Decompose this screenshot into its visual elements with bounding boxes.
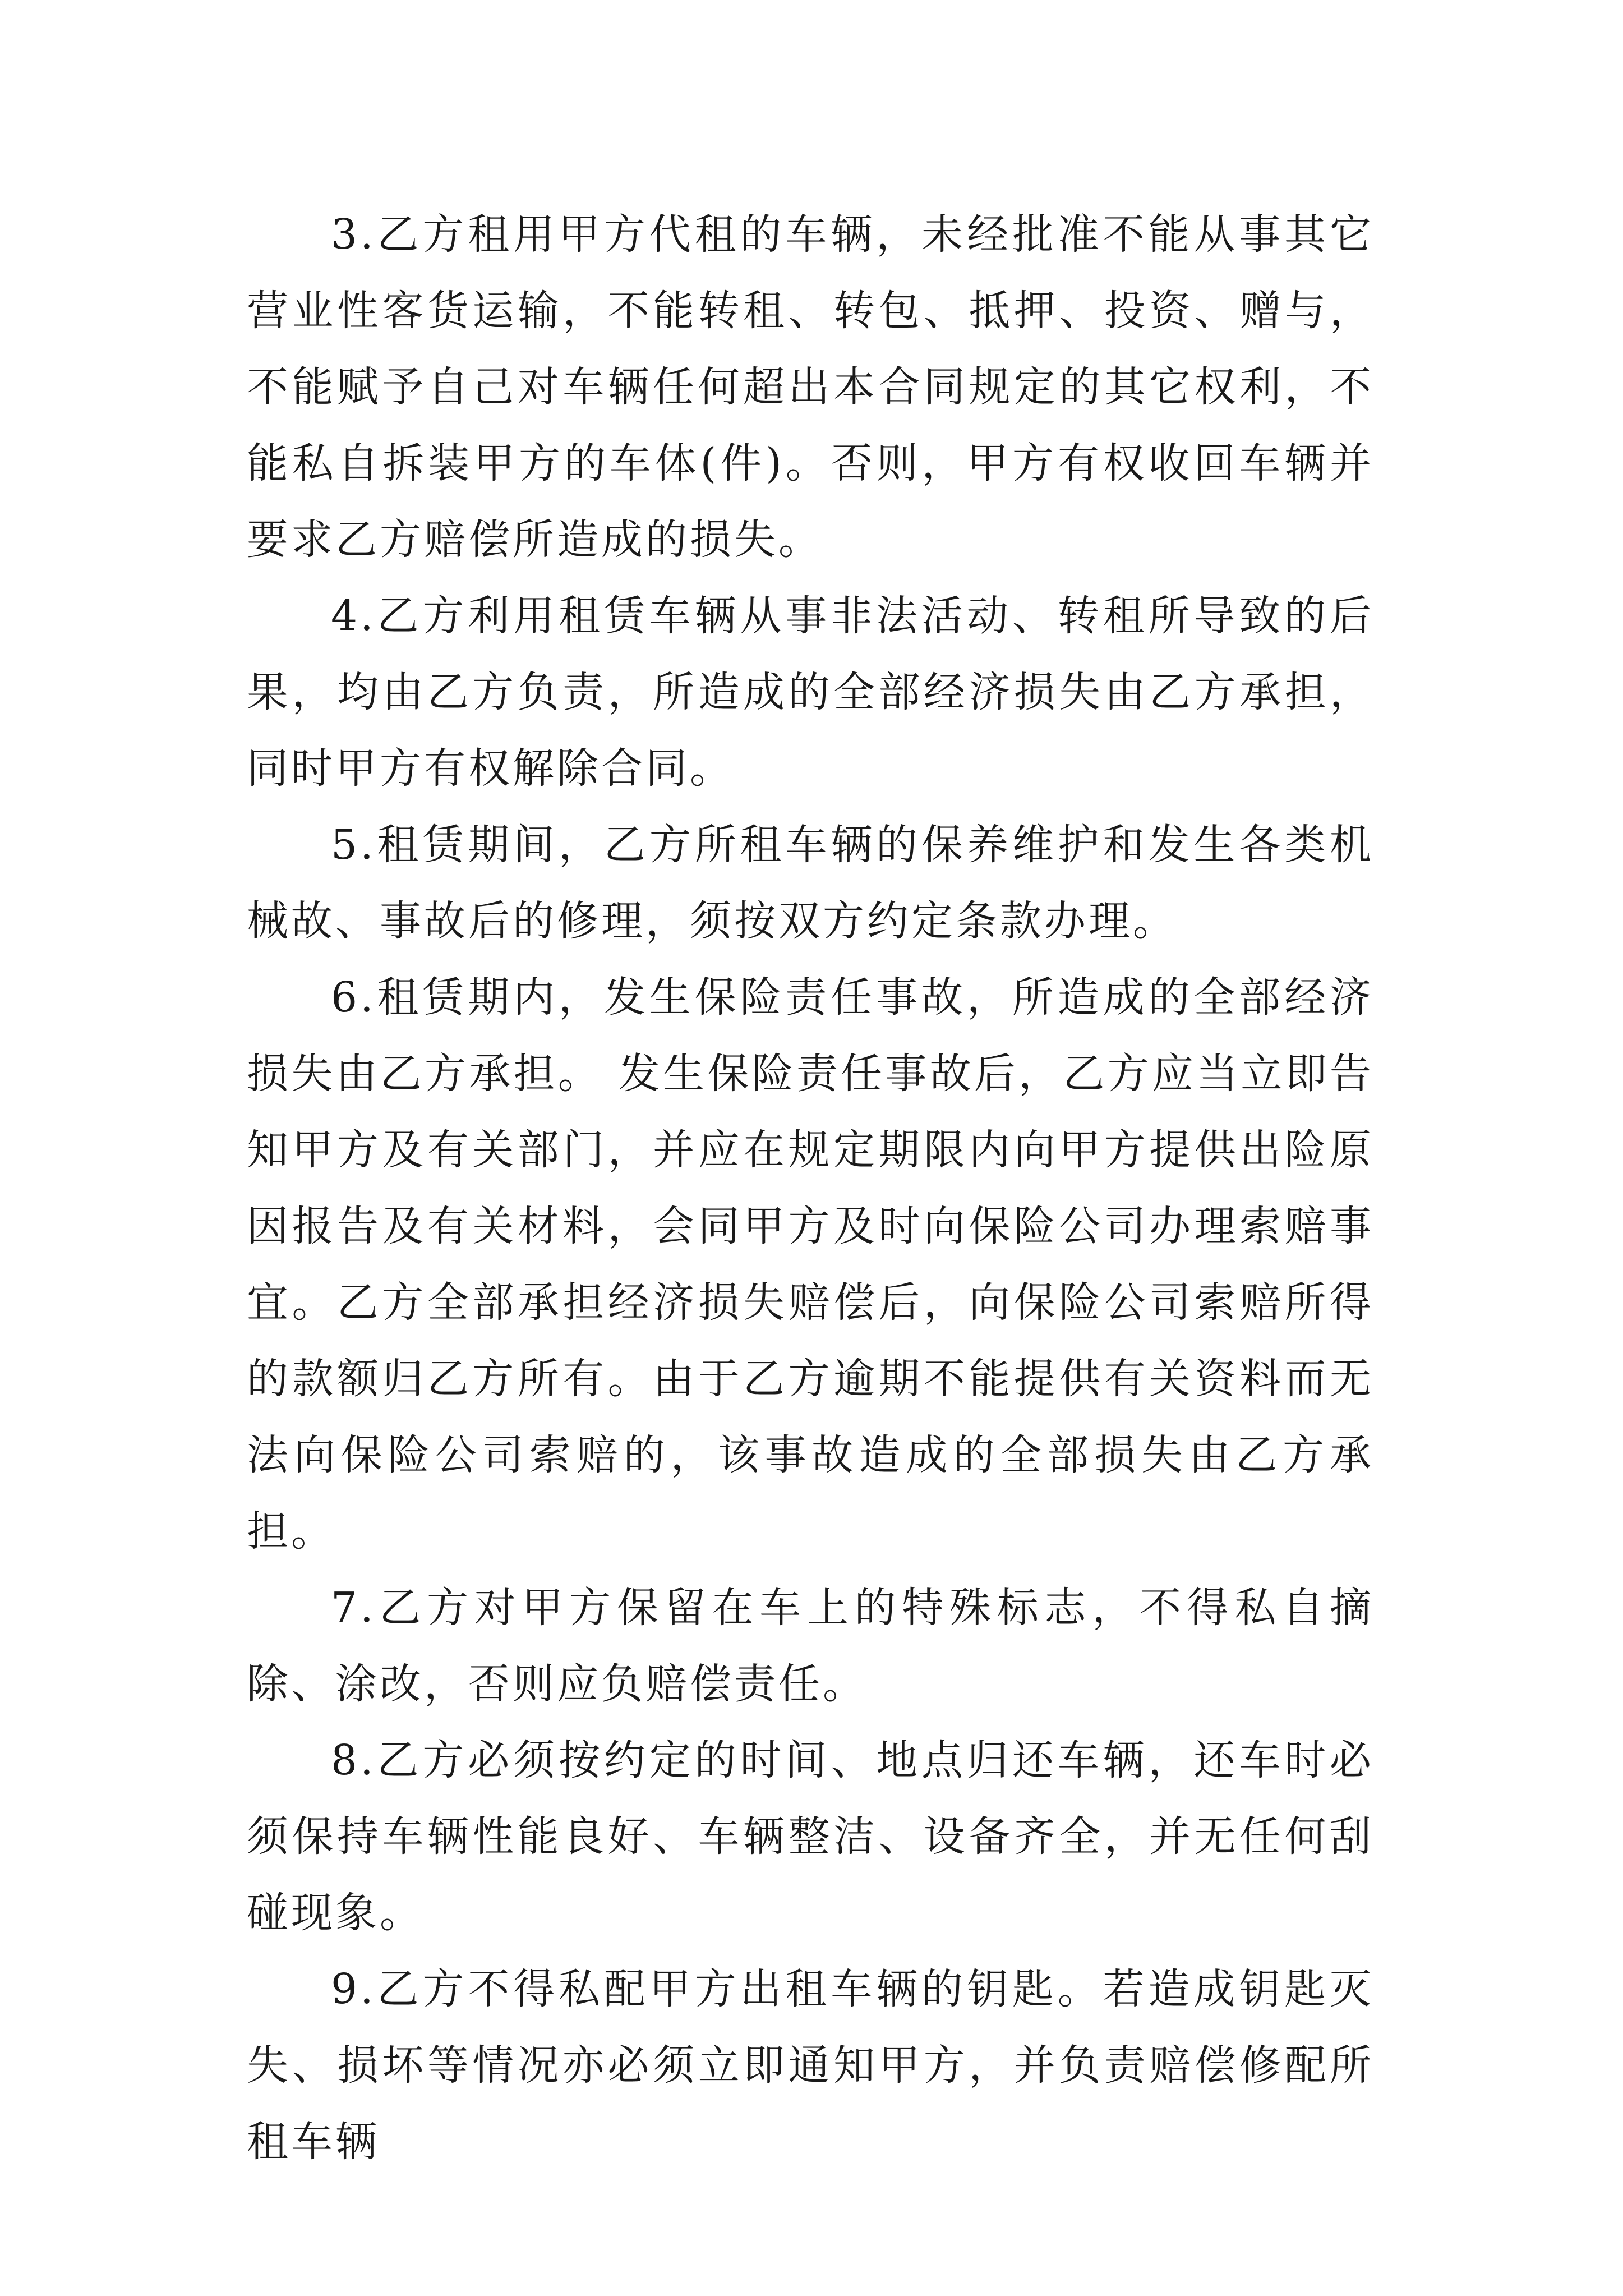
clause-7: 7.乙方对甲方保留在车上的特殊标志，不得私自摘除、涂改，否则应负赔偿责任。 xyxy=(247,1584,1374,1708)
contract-text xyxy=(247,196,1374,2180)
clause-4: 4.乙方利用租赁车辆从事非法活动、转租所导致的后果，均由乙方负责，所造成的全部经济损失由乙方承担，同时甲方有权解除合同。 xyxy=(247,592,1374,793)
clause-3: 3.乙方租用甲方代租的车辆，未经批准不能从事其它营业性客货运输，不能转租、转包、抵押、投资、赠与，不能赋予自己对车辆任何超出本合同规定的其它权利，不能私自拆装甲方的车体(件)。否则，甲方有权收回车辆并要求乙方赔偿所造成的损失。 xyxy=(247,210,1374,564)
clause-8: 8.乙方必须按约定的时间、地点归还车辆，还车时必须保持车辆性能良好、车辆整洁、设备齐全，并无任何刮碰现象。 xyxy=(247,1736,1374,1937)
clause-6: 6.租赁期内，发生保险责任事故，所造成的全部经济损失由乙方承担。 发生保险责任事故后，乙方应当立即告知甲方及有关部门，并应在规定期限内向甲方提供出险原因报告及有关材料，会同甲方及时向保险公司办理索赔事宜。乙方全部承担经济损失赔偿后，向保险公司索赔所得的款额归乙方所有。由于乙方逾期不能提供有关资料而无法向保险公司索赔的，该事故造成的全部损失由乙方承担。 xyxy=(247,973,1374,1556)
clause-5: 5.租赁期间，乙方所租车辆的保养维护和发生各类机械故、事故后的修理，须按双方约定条款办理。 xyxy=(247,821,1374,945)
clause-9: 9.乙方不得私配甲方出租车辆的钥匙。若造成钥匙灭失、损坏等情况亦必须立即通知甲方，并负责赔偿修配所租车辆 xyxy=(247,1965,1374,2166)
